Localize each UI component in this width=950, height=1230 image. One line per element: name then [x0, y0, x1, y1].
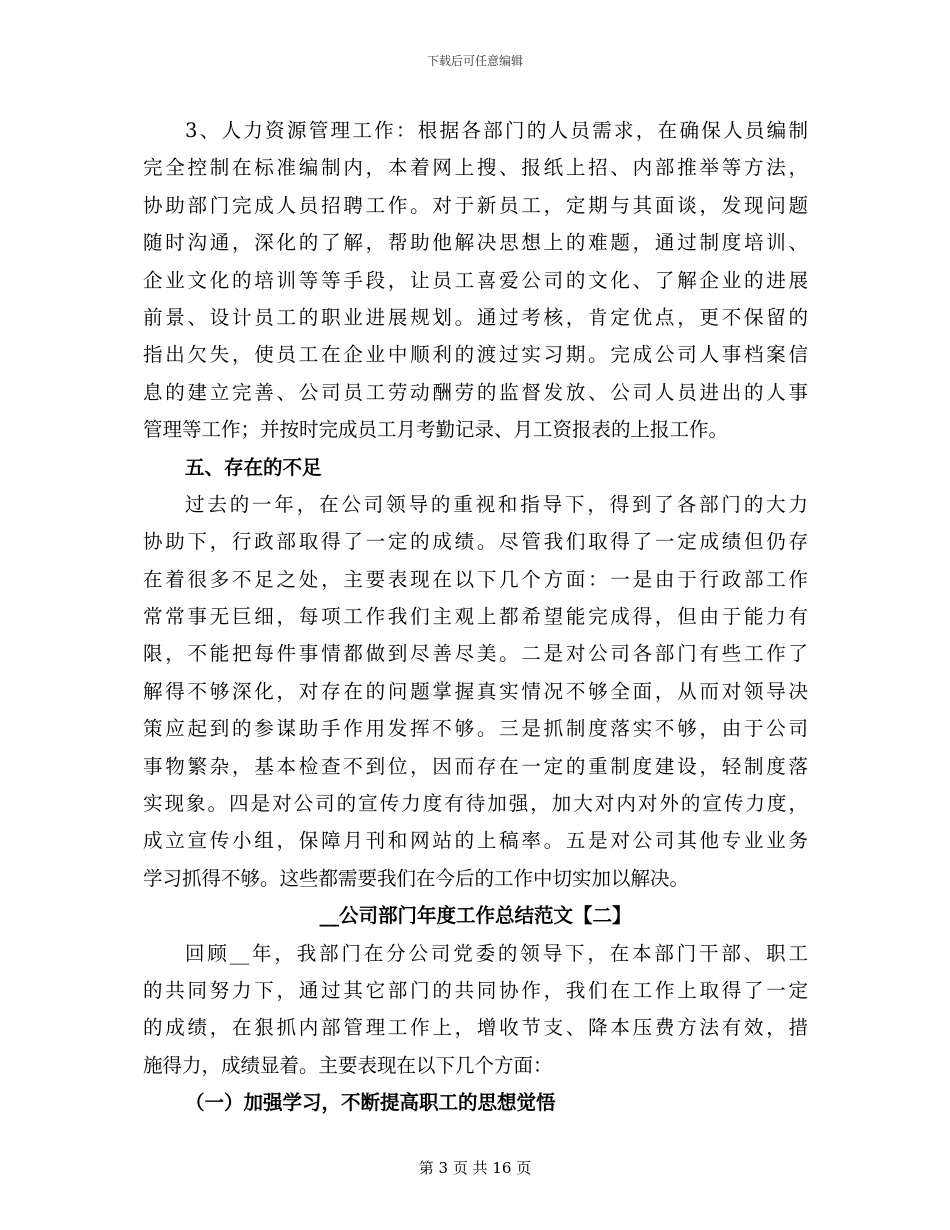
paragraph-line: 回顾__年，我部门在分公司党委的领导下，在本部门干部、职工: [185, 941, 808, 965]
subsection-heading: （一）加强学习，不断提高职工的思想觉悟: [185, 1091, 556, 1115]
paragraph-line: 实现象。四是对公司的宣传力度有待加强，加大对内对外的宣传力度，: [143, 792, 808, 816]
document-title: __公司部门年度工作总结范文【二】: [319, 904, 632, 928]
paragraph-line: 解得不够深化，对存在的问题掌握真实情况不够全面，从而对领导决: [143, 679, 808, 703]
paragraph-line: 事物繁杂，基本检查不到位，因而存在一定的重制度建设，轻制度落: [143, 754, 808, 778]
paragraph-line: 在着很多不足之处，主要表现在以下几个方面：一是由于行政部工作: [143, 567, 808, 591]
paragraph-line: 策应起到的参谋助手作用发挥不够。三是抓制度落实不够，由于公司: [143, 717, 808, 741]
page-footer: 第 3 页 共 16 页: [418, 1159, 532, 1177]
paragraph-line: 的成绩，在狠抓内部管理工作上，增收节支、降本压费方法有效，措: [143, 1016, 808, 1040]
section-heading: 五、存在的不足: [185, 455, 322, 479]
paragraph-line: 管理等工作；并按时完成员工月考勤记录、月工资报表的上报工作。: [143, 418, 729, 442]
paragraph-line: 完全控制在标准编制内，本着网上搜、报纸上招、内部推举等方法，: [143, 156, 808, 180]
paragraph-line: 限，不能把每件事情都做到尽善尽美。二是对公司各部门有些工作了: [143, 642, 808, 666]
paragraph-line: 的共同努力下，通过其它部门的共同协作，我们在工作上取得了一定: [143, 978, 808, 1002]
paragraph-line: 常常事无巨细，每项工作我们主观上都希望能完成得，但由于能力有: [143, 605, 808, 629]
paragraph-line: 过去的一年，在公司领导的重视和指导下，得到了各部门的大力: [185, 492, 808, 516]
paragraph-line: 随时沟通，深化的了解，帮助他解决思想上的难题，通过制度培训、: [143, 231, 808, 255]
paragraph-line: 息的建立完善、公司员工劳动酬劳的监督发放、公司人员进出的人事: [143, 380, 808, 404]
paragraph-line: 指出欠失，使员工在企业中顺利的渡过实习期。完成公司人事档案信: [143, 343, 808, 367]
paragraph-line: 学习抓得不够。这些都需要我们在今后的工作中切实加以解决。: [143, 866, 690, 890]
paragraph-line: 施得力，成绩显着。主要表现在以下几个方面：: [143, 1053, 553, 1077]
document-body: [143, 112, 808, 1122]
paragraph-line: 成立宣传小组，保障月刊和网站的上稿率。五是对公司其他专业业务: [143, 829, 808, 853]
paragraph-line: 协助部门完成人员招聘工作。对于新员工，定期与其面谈，发现问题: [143, 193, 808, 217]
paragraph-line: 前景、设计员工的职业进展规划。通过考核，肯定优点，更不保留的: [143, 305, 808, 329]
paragraph-line: 协助下，行政部取得了一定的成绩。尽管我们取得了一定成绩但仍存: [143, 530, 808, 554]
paragraph-line: 企业文化的培训等等手段，让员工喜爱公司的文化、了解企业的进展: [143, 268, 808, 292]
paragraph-line: 3、人力资源管理工作：根据各部门的人员需求，在确保人员编制: [185, 119, 808, 142]
page-header: 下载后可任意编辑: [426, 54, 523, 68]
